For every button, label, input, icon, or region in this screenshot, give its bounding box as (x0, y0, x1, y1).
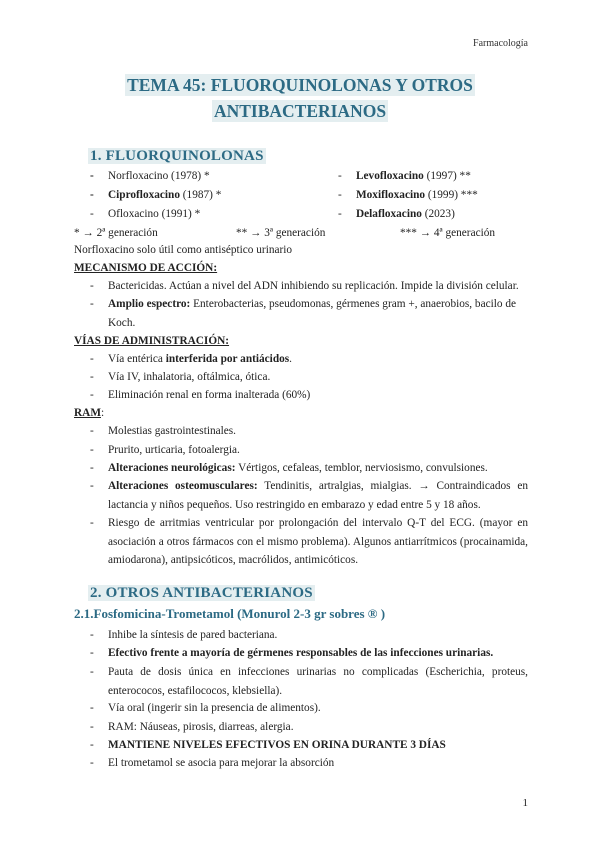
routes-heading: VÍAS DE ADMINISTRACIÓN: (74, 335, 230, 347)
bullet: - (338, 189, 342, 201)
page-number: 1 (522, 797, 528, 809)
bullet: - (90, 517, 94, 529)
list-item: Pauta de dosis única en infecciones urinarias no complicadas (Escherichia, proteus, enterococos, estafilococos, klebsiella). (108, 666, 528, 697)
ram-heading: RAM: (74, 407, 105, 419)
bullet: - (90, 298, 94, 310)
bullet: - (90, 208, 94, 220)
title-line-2: ANTIBACTERIANOS (213, 101, 387, 121)
bullet: - (338, 208, 342, 220)
bullet: - (90, 629, 94, 641)
list-item: Vía entérica interferida por antiácidos. (108, 353, 292, 365)
bullet: - (90, 462, 94, 474)
bullet: - (90, 480, 94, 492)
bullet: - (90, 170, 94, 182)
list-item: Alteraciones osteomusculares: Tendinitis, artralgias, mialgias. → Contraindicados en lactancia y niños pequeños. Uso restringido en embarazo y edad entre 5 y 18 años. (108, 480, 528, 511)
running-header: Farmacología (473, 38, 528, 49)
subsection-heading: 2.1.Fosfomicina-Trometamol (Monurol 2-3 gr sobres ® ) (74, 606, 386, 621)
generation-note: ** → 3ª generación (236, 227, 326, 239)
page-title (0, 73, 600, 125)
mechanism-heading: MECANISMO DE ACCIÓN: (74, 262, 218, 274)
list-item: MANTIENE NIVELES EFECTIVOS EN ORINA DURANTE 3 DÍAS (108, 739, 446, 751)
drug-item: Levofloxacino (1997) ** (356, 170, 471, 182)
drug-item: Ciprofloxacino (1987) * (108, 189, 222, 201)
list-item: Bactericidas. Actúan a nivel del ADN inhibiendo su replicación. Impide la división celular. (108, 280, 519, 292)
list-item: Efectivo frente a mayoría de gérmenes responsables de las infecciones urinarias. (108, 647, 494, 659)
bullet: - (90, 425, 94, 437)
section-1-heading: 1. FLUORQUINOLONAS (90, 148, 264, 164)
list-item: Molestias gastrointestinales. (108, 425, 237, 437)
list-item: Amplio espectro: Enterobacterias, pseudomonas, gérmenes gram +, anaerobios, bacilo de Koch. (108, 298, 517, 329)
bullet: - (90, 444, 94, 456)
list-item: Inhibe la síntesis de pared bacteriana. (108, 629, 278, 641)
title-line-1: TEMA 45: FLUORQUINOLONAS Y OTROS (127, 75, 473, 95)
bullet: - (90, 757, 94, 769)
bullet: - (90, 647, 94, 659)
generation-note: *** → 4ª generación (400, 227, 496, 239)
drug-item: Moxifloxacino (1999) *** (356, 189, 478, 201)
generation-note: * → 2ª generación (74, 227, 158, 239)
bullet: - (338, 170, 342, 182)
bullet: - (90, 702, 94, 714)
list-item: El trometamol se asocia para mejorar la absorción (108, 757, 335, 769)
list-item: Riesgo de arritmias ventricular por prolongación del intervalo Q-T del ECG. (mayor en asociación a otros fármacos con el mismo problema). Algunos antiarrítmicos (procainamida, amiodarona), antipsicóticos, macrólidos, antimicóticos. (108, 517, 528, 566)
drug-item: Norfloxacino (1978) * (108, 170, 210, 182)
drug-item: Delafloxacino (2023) (356, 208, 455, 220)
note-text: Norfloxacino solo útil como antiséptico urinario (74, 244, 293, 256)
list-item: Vía oral (ingerir sin la presencia de alimentos). (108, 702, 321, 714)
list-item: RAM: Náuseas, pirosis, diarreas, alergia. (108, 721, 294, 733)
bullet: - (90, 666, 94, 678)
bullet: - (90, 353, 94, 365)
bullet: - (90, 721, 94, 733)
bullet: - (90, 739, 94, 751)
bullet: - (90, 189, 94, 201)
drug-item: Ofloxacino (1991) * (108, 208, 201, 220)
bullet: - (90, 371, 94, 383)
list-item: Eliminación renal en forma inalterada (60%) (108, 389, 311, 401)
bullet: - (90, 280, 94, 292)
list-item: Alteraciones neurológicas: Vértigos, cefaleas, temblor, nerviosismo, convulsiones. (108, 462, 488, 474)
section-2-heading: 2. OTROS ANTIBACTERIANOS (90, 585, 313, 601)
list-item: Vía IV, inhalatoria, oftálmica, ótica. (108, 371, 271, 383)
bullet: - (90, 389, 94, 401)
list-item: Prurito, urticaria, fotoalergia. (108, 444, 240, 456)
